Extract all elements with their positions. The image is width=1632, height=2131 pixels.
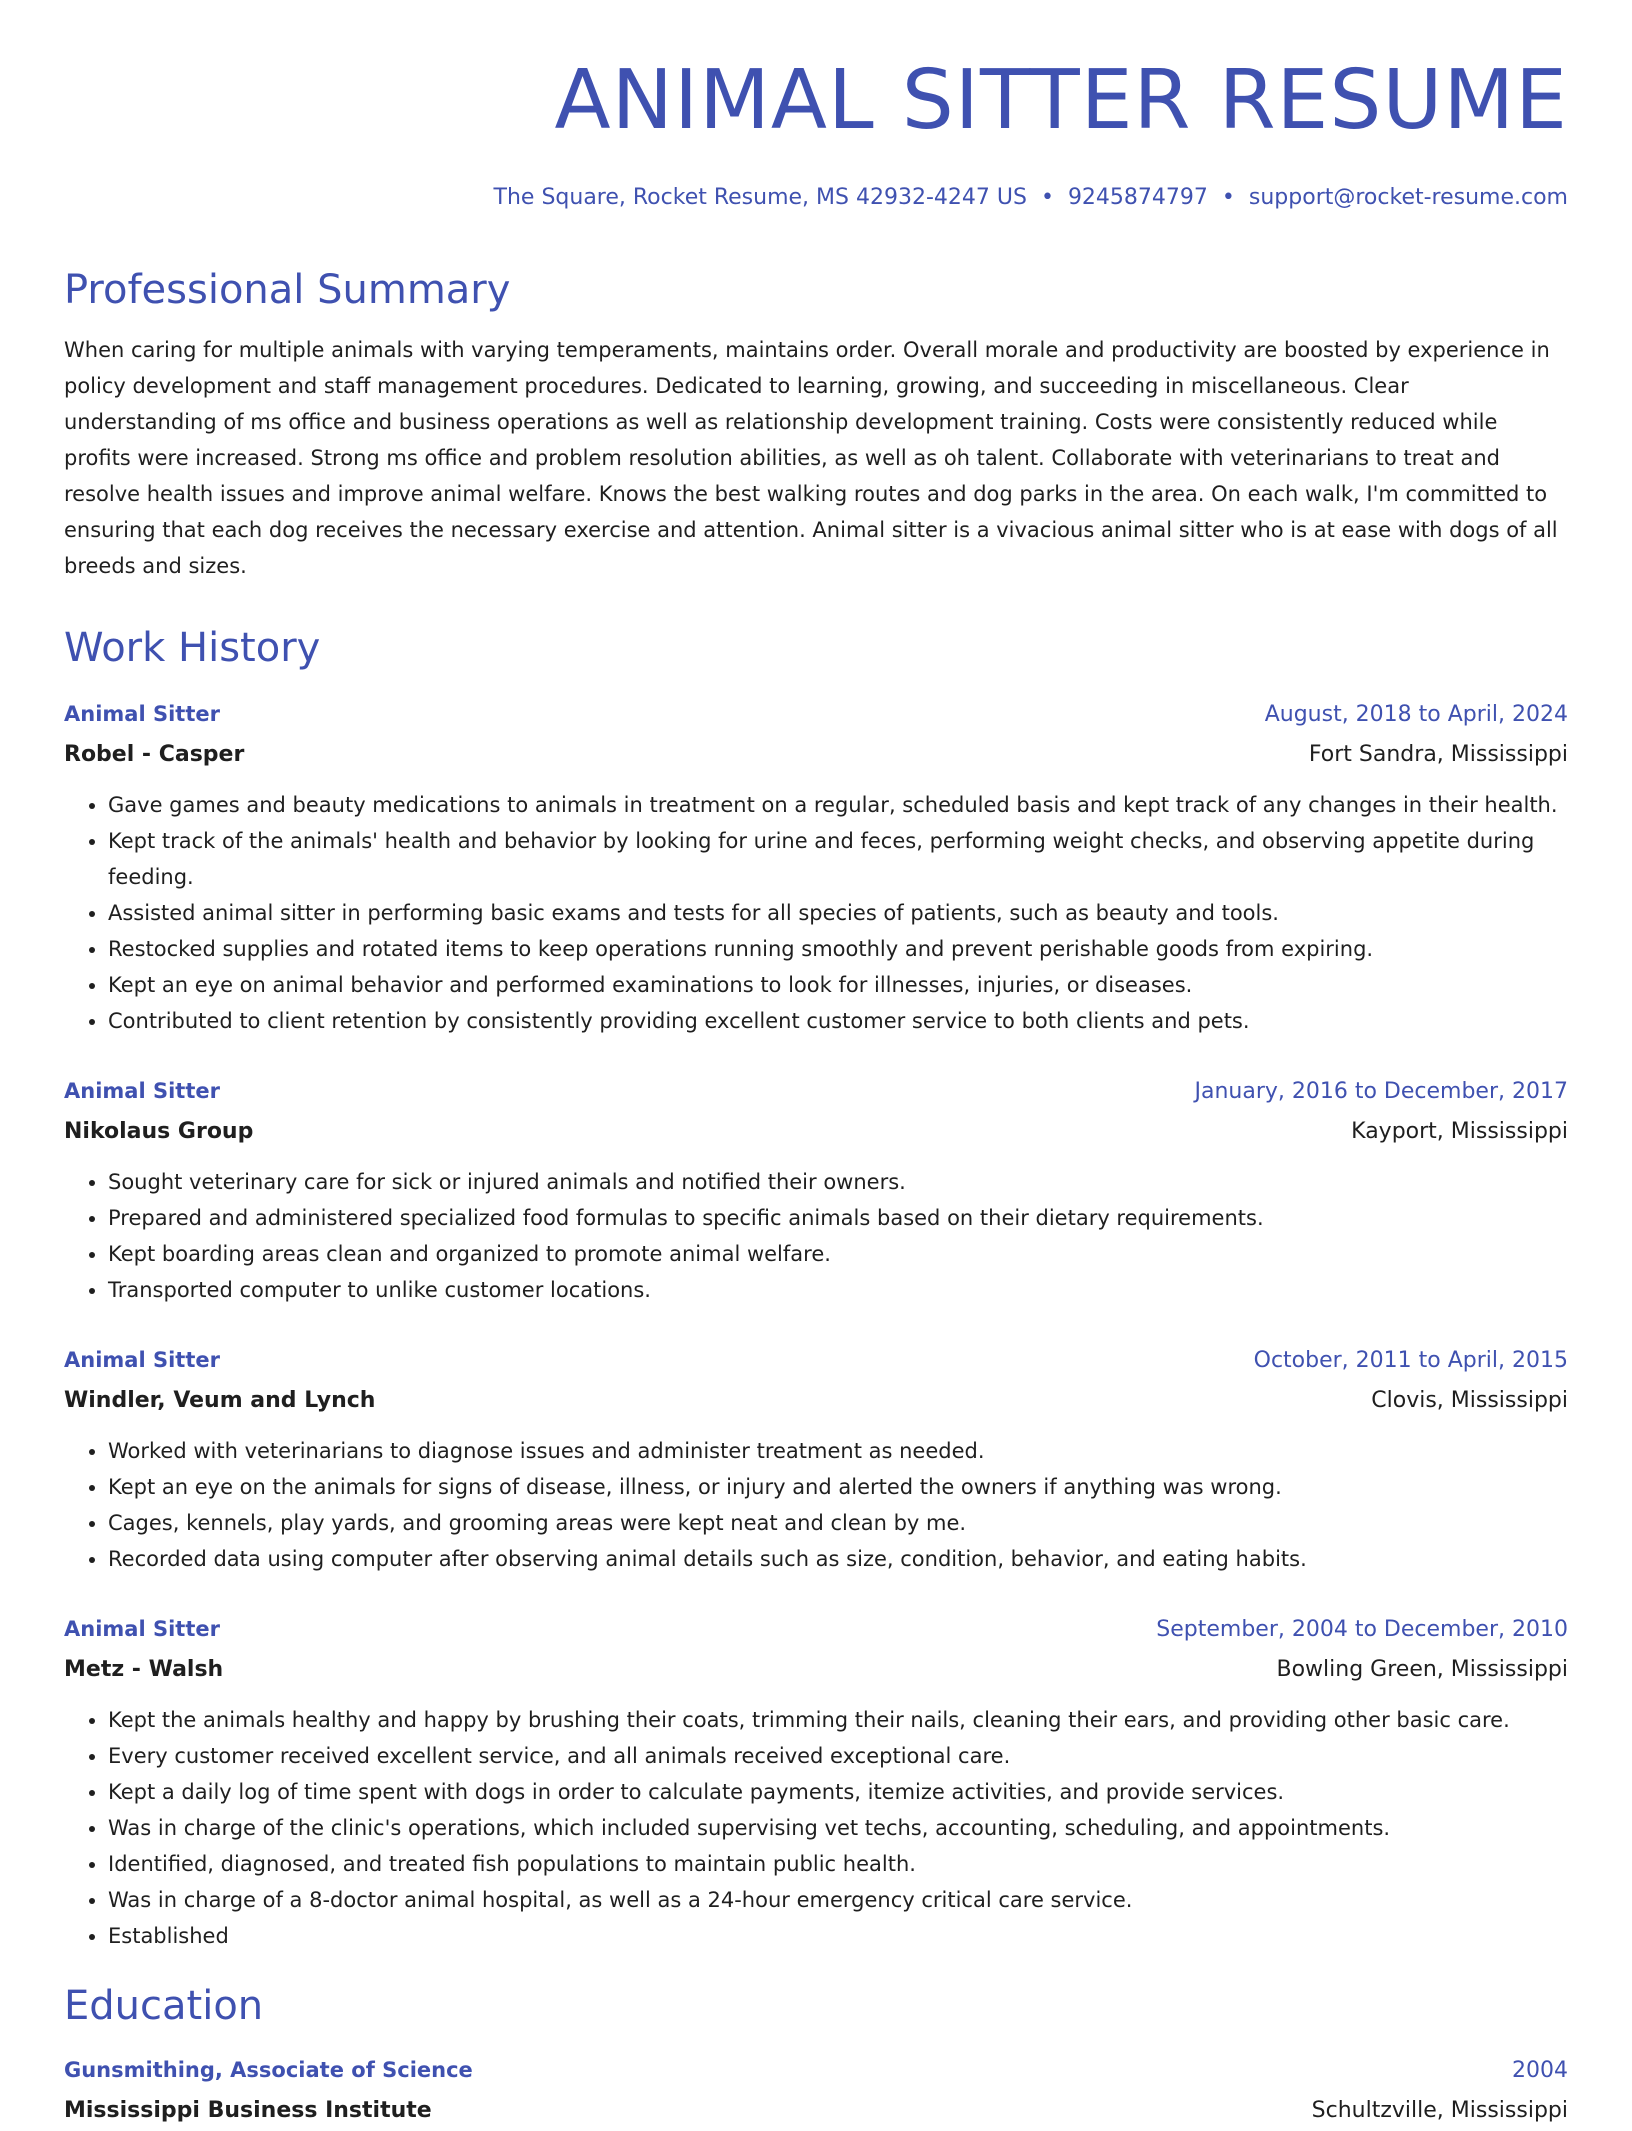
job-bullet: • Kept boarding areas clean and organized to promote animal welfare. xyxy=(108,1236,1568,1272)
contact-line xyxy=(64,182,1568,214)
education-school: Mississippi Business Institute xyxy=(64,2098,432,2123)
education-degree: Gunsmithing, Associate of Science xyxy=(64,2058,473,2082)
job-company-row xyxy=(64,1650,1568,1690)
summary-text: When caring for multiple animals with varying temperaments, maintains order. Overall morale and productivity are boosted by experience in policy development and staff management procedures. Dedicated to learning, growing, and succeeding in miscellaneous. Clear understanding of ms office and business operations as well as relationship development training. Costs were consistently reduced while profits were increased. Strong ms office and problem resolution abilities, as well as oh talent. Collaborate with veterinarians to treat and resolve health issues and improve animal welfare. Knows the best walking routes and dog parks in the area. On each walk, I'm committed to ensuring that each dog receives the necessary exercise and attention. Animal sitter is a vivacious animal sitter who is at ease with dogs of all breeds and sizes. xyxy=(64,338,1558,578)
job-entry xyxy=(64,1609,1568,1954)
job-dates: August, 2018 to April, 2024 xyxy=(1264,702,1568,727)
job-header-row xyxy=(64,1071,1568,1112)
job-bullet: • Gave games and beauty medications to animals in treatment on a regular, scheduled basis and kept track of any changes in their health. xyxy=(108,787,1568,823)
job-dates: January, 2016 to December, 2017 xyxy=(1194,1079,1568,1104)
job-bullet: • Kept a daily log of time spent with dogs in order to calculate payments, itemize activities, and provide services. xyxy=(108,1774,1568,1810)
job-bullet: • Kept track of the animals' health and behavior by looking for urine and feces, performing weight checks, and observing appetite during feeding. xyxy=(108,823,1568,895)
job-company: Nikolaus Group xyxy=(64,1119,254,1144)
job-entry xyxy=(64,1340,1568,1577)
job-bullet: • Was in charge of the clinic's operations, which included supervising vet techs, accounting, scheduling, and appointments. xyxy=(108,1810,1568,1846)
contact-email: support@rocket-resume.com xyxy=(1248,185,1568,210)
job-bullet: • Established xyxy=(108,1918,1568,1954)
job-location: Kayport, Mississippi xyxy=(1351,1119,1568,1144)
job-bullets xyxy=(64,1433,1568,1577)
contact-phone: 9245874797 xyxy=(1067,185,1208,210)
job-bullet: • Contributed to client retention by consistently providing excellent customer service to both clients and pets. xyxy=(108,1003,1568,1039)
job-location: Bowling Green, Mississippi xyxy=(1276,1657,1568,1682)
job-header-row xyxy=(64,1609,1568,1650)
job-bullets xyxy=(64,787,1568,1039)
education-location: Schultzville, Mississippi xyxy=(1311,2098,1568,2123)
job-bullet: • Recorded data using computer after observing animal details such as size, condition, behavior, and eating habits. xyxy=(108,1541,1568,1577)
contact-separator: • xyxy=(1040,185,1054,210)
education-header-row xyxy=(64,2050,1568,2091)
job-company-row xyxy=(64,735,1568,775)
resume-page xyxy=(64,0,1568,2131)
job-company: Metz - Walsh xyxy=(64,1657,224,1682)
job-dates: October, 2011 to April, 2015 xyxy=(1253,1348,1568,1373)
job-bullets xyxy=(64,1164,1568,1308)
job-bullet: • Kept an eye on animal behavior and performed examinations to look for illnesses, injuries, or diseases. xyxy=(108,967,1568,1003)
education-year: 2004 xyxy=(1512,2058,1568,2083)
job-header-row xyxy=(64,1340,1568,1381)
job-bullet: • Identified, diagnosed, and treated fish populations to maintain public health. xyxy=(108,1846,1568,1882)
job-bullet: • Restocked supplies and rotated items to keep operations running smoothly and prevent perishable goods from expiring. xyxy=(108,931,1568,967)
section-heading-education: Education xyxy=(64,1983,264,2029)
job-header-row xyxy=(64,694,1568,735)
job-bullets xyxy=(64,1702,1568,1954)
job-bullet: • Was in charge of a 8-doctor animal hospital, as well as a 24-hour emergency critical care service. xyxy=(108,1882,1568,1918)
job-location: Clovis, Mississippi xyxy=(1371,1388,1568,1413)
section-heading-summary: Professional Summary xyxy=(64,267,511,313)
job-role: Animal Sitter xyxy=(64,1079,220,1103)
job-entry xyxy=(64,694,1568,1039)
job-bullet: • Sought veterinary care for sick or injured animals and notified their owners. xyxy=(108,1164,1568,1200)
contact-address: The Square, Rocket Resume, MS 42932-4247 US xyxy=(493,185,1027,210)
section-heading-work-history: Work History xyxy=(64,625,321,671)
job-company: Robel - Casper xyxy=(64,742,245,767)
job-bullet: • Kept an eye on the animals for signs of disease, illness, or injury and alerted the owners if anything was wrong. xyxy=(108,1469,1568,1505)
education-school-row xyxy=(64,2091,1568,2131)
job-bullet: • Every customer received excellent service, and all animals received exceptional care. xyxy=(108,1738,1568,1774)
education-entry xyxy=(64,2050,1568,2131)
job-company-row xyxy=(64,1112,1568,1152)
job-entry xyxy=(64,1071,1568,1308)
job-dates: September, 2004 to December, 2010 xyxy=(1156,1617,1568,1642)
job-bullet: • Transported computer to unlike customer locations. xyxy=(108,1272,1568,1308)
job-company: Windler, Veum and Lynch xyxy=(64,1388,376,1413)
education-list xyxy=(64,2050,1568,2131)
job-role: Animal Sitter xyxy=(64,702,220,726)
job-role: Animal Sitter xyxy=(64,1348,220,1372)
job-bullet: • Assisted animal sitter in performing basic exams and tests for all species of patients, such as beauty and tools. xyxy=(108,895,1568,931)
job-role: Animal Sitter xyxy=(64,1617,220,1641)
job-bullet: • Kept the animals healthy and happy by brushing their coats, trimming their nails, cleaning their ears, and providing other basic care. xyxy=(108,1702,1568,1738)
job-bullet: • Worked with veterinarians to diagnose issues and administer treatment as needed. xyxy=(108,1433,1568,1469)
job-bullet: • Prepared and administered specialized food formulas to specific animals based on their dietary requirements. xyxy=(108,1200,1568,1236)
contact-separator: • xyxy=(1221,185,1235,210)
job-company-row xyxy=(64,1381,1568,1421)
work-history-list xyxy=(64,694,1568,1954)
job-location: Fort Sandra, Mississippi xyxy=(1308,742,1568,767)
resume-title: ANIMAL SITTER RESUME xyxy=(554,53,1568,148)
job-bullet: • Cages, kennels, play yards, and grooming areas were kept neat and clean by me. xyxy=(108,1505,1568,1541)
